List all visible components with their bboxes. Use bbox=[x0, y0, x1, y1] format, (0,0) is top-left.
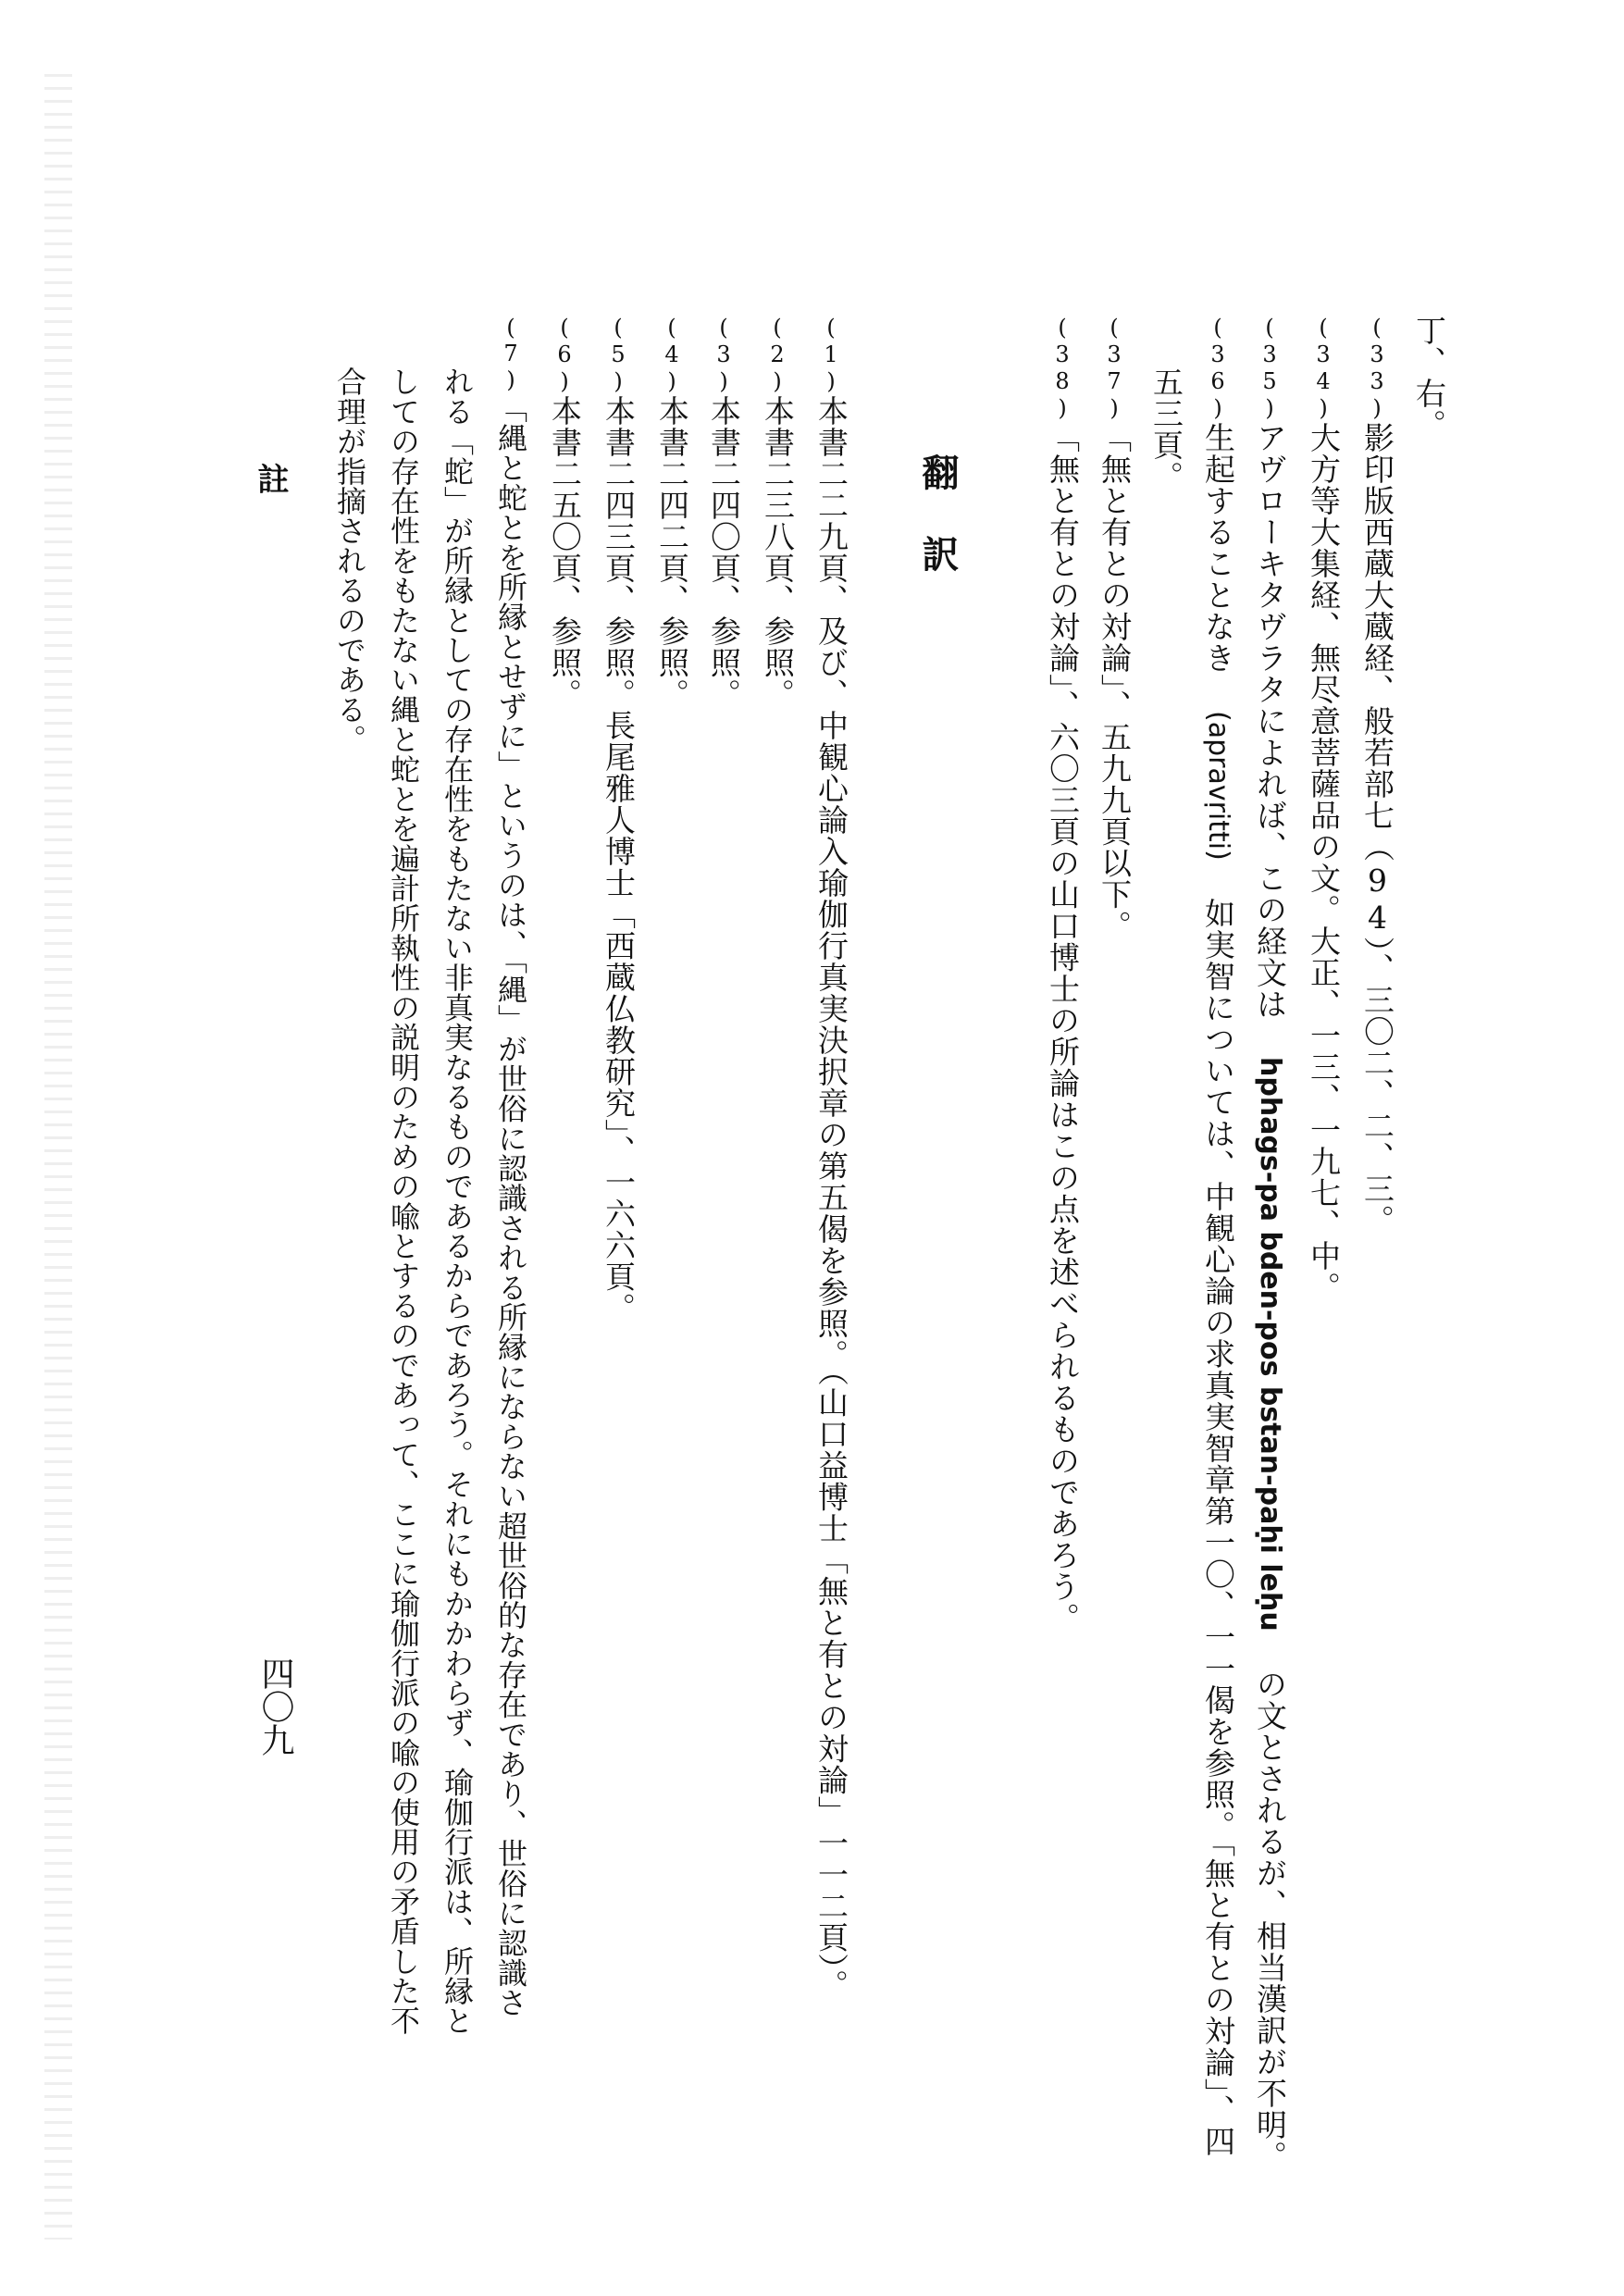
note-number: (1) bbox=[818, 315, 844, 395]
note-number: (7) bbox=[498, 315, 524, 393]
note-line: (5)本書二四三頁、参照。長尾雅人博士「西蔵仏教研究」、一六六頁。 bbox=[592, 315, 644, 1324]
note-line: (37)「無と有との対論」、五九九頁以下。 bbox=[1088, 315, 1140, 942]
note-line: (38)「無と有との対論」、六〇三頁の山口博士の所論はこの点を述べられるものであろう。 bbox=[1036, 315, 1088, 1634]
note-number: (35) bbox=[1257, 315, 1283, 422]
note-line: (6)本書二五〇頁、参照。 bbox=[539, 315, 590, 710]
note-line: (34)大方等大集経、無尽意菩薩品の文。大正、一三、一九七、中。 bbox=[1297, 315, 1349, 1303]
note-line: (3)本書二四〇頁、参照。 bbox=[698, 315, 750, 710]
note-number: (5) bbox=[605, 315, 631, 395]
note-line: (7)「縄と蛇とを所縁とせずに」というのは、「縄」が世俗に認識される所縁にならない超世俗的な存在であり、世俗に認識さ bbox=[485, 315, 537, 2017]
note-number: (6) bbox=[552, 315, 577, 395]
note-line: (2)本書二三八頁、参照。 bbox=[751, 315, 803, 710]
note-number: (37) bbox=[1101, 315, 1127, 422]
running-footer-label: 註 bbox=[252, 463, 289, 494]
note-number: (38) bbox=[1049, 315, 1075, 422]
note-line: (33)影印版西蔵大蔵経、般若部七（94）、三〇二、二、三。 bbox=[1351, 315, 1403, 1236]
page-number: 四〇九 bbox=[256, 1657, 294, 1756]
note-number: (33) bbox=[1364, 315, 1390, 422]
note-line: (4)本書二四二頁、参照。 bbox=[646, 315, 698, 710]
note-line: れる「蛇」が所縁としての存在性をもたない非真実なるものであるからであろう。それにもかかわらず、瑜伽行派は、所縁と bbox=[440, 366, 475, 2036]
note-number: (34) bbox=[1310, 315, 1336, 422]
scan-edge-noise bbox=[44, 74, 72, 2240]
tibetan-title: hphags-pa bden-pos bstan-paḥi leḥu bbox=[1254, 1057, 1286, 1632]
note-number: (3) bbox=[711, 315, 737, 395]
note-line: (35)アヴローキタヴラタによれば、この経文は hphags-pa bden-pos bstan-paḥi leḥu の文とされるが、相当漢訳が不明。 bbox=[1244, 315, 1295, 2172]
note-number: (4) bbox=[659, 315, 685, 395]
note-number: (2) bbox=[764, 315, 790, 395]
sanskrit-term: (apravṛitti) bbox=[1202, 711, 1234, 861]
note-line: (1)本書二二九頁、及び、中観心論入瑜伽行真実決択章の第五偈を参照。（山口益博士「無と有との対論」一一二頁）。 bbox=[805, 315, 857, 2001]
note-line: 丁、右。 bbox=[1411, 315, 1447, 441]
section-heading: 翻訳 bbox=[916, 453, 960, 616]
note-line: (36)生起することなき (apravṛitti) 如実智については、中観心論の求真実智章第一〇、一一偈を参照。「無と有との対論」、四 bbox=[1192, 315, 1244, 2157]
note-line: 合理が指摘されるのである。 bbox=[332, 366, 367, 754]
note-line: 五三頁。 bbox=[1148, 366, 1184, 492]
note-number: (36) bbox=[1205, 315, 1231, 422]
note-line: しての存在性をもたない縄と蛇とを遍計所執性の説明のための喩とするのであって、ここに瑜伽行派の喩の使用の矛盾した不 bbox=[386, 366, 421, 2036]
